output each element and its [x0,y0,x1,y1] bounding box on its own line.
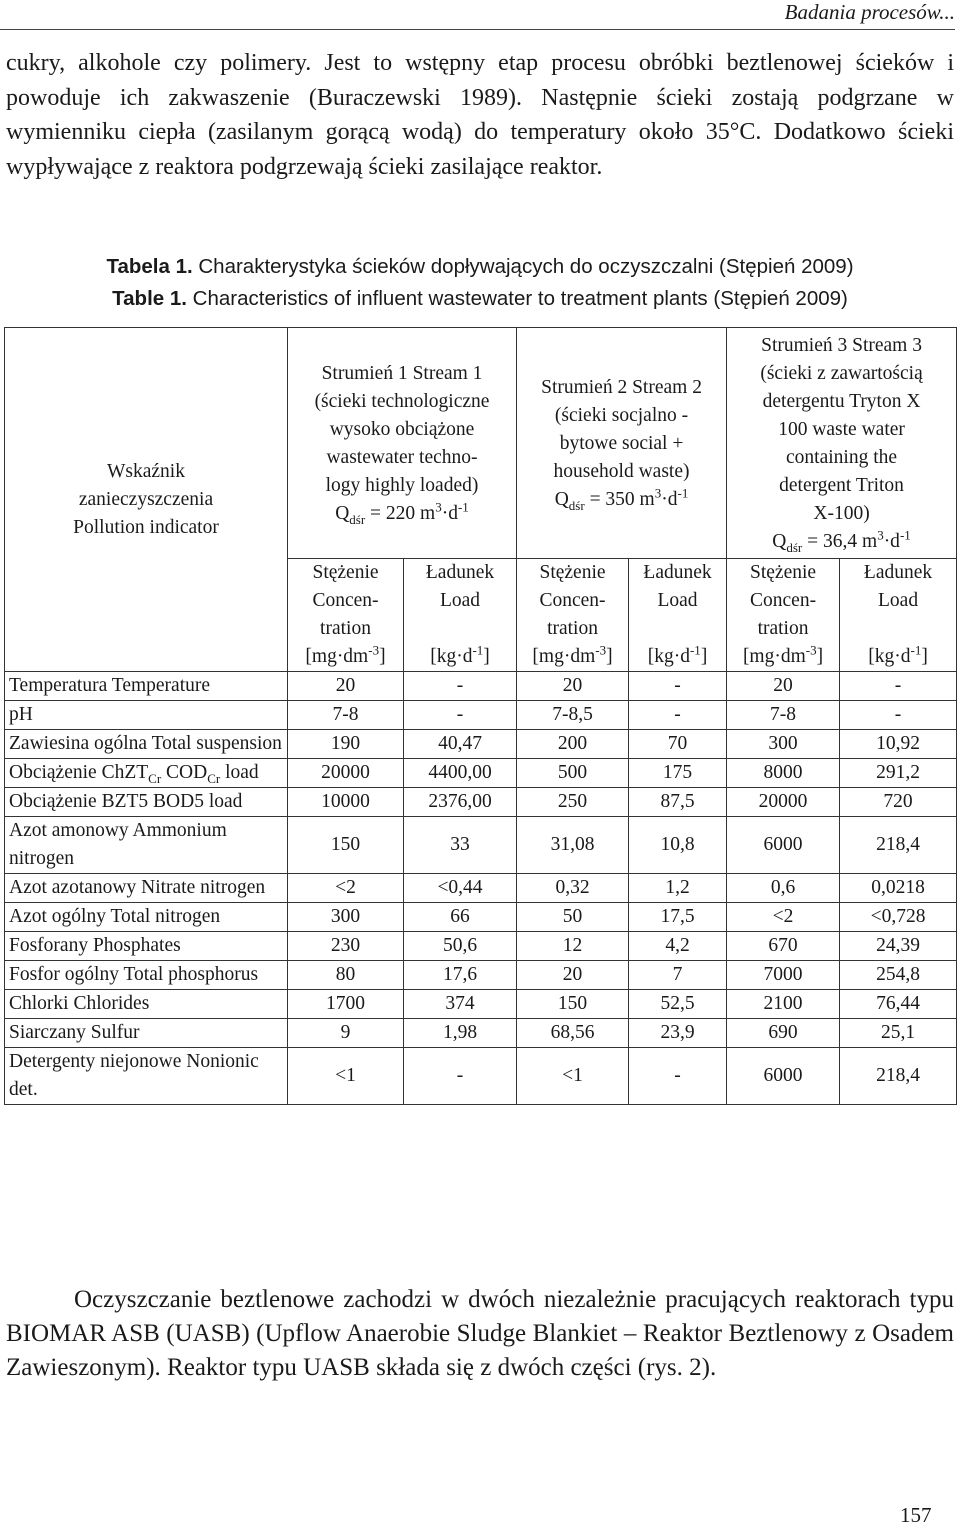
row-indicator-text: Azot azotanowy Nitrate nitrogen [9,877,266,898]
row-indicator [5,990,288,1019]
row-indicator-text: Zawiesina ogólna Total suspension [9,733,282,754]
row-value: 2100 [727,990,840,1019]
table-row [5,961,957,990]
concentration-header-line: Stężenie [312,562,379,583]
concentration-header [727,559,840,672]
flow-unit-sup2: -1 [457,499,469,515]
load-header-line: Ładunek [425,562,495,583]
load-header-line: Ładunek [643,562,712,583]
table-caption-pl [0,255,960,279]
flow-q-sub: dśr [349,511,366,527]
row-value: 17,5 [629,903,727,932]
load-unit-close: ] [483,646,490,667]
row-value: 33 [404,817,517,874]
row-value: 374 [404,990,517,1019]
row-indicator-part: Cr [207,770,221,786]
conc-unit: [mg·dm [742,646,806,667]
load-header [840,559,957,672]
load-unit: [kg·d [430,646,473,667]
concentration-header-line: tration [547,618,598,639]
row-value: <0,728 [840,903,957,932]
concentration-header-line: tration [320,618,371,639]
row-value: 20 [727,672,840,701]
closing-paragraph: Oczyszczanie beztlenowe zachodzi w dwóch niezależnie pracujących reaktorach typu BIOMAR ASB (UASB) (Upflow Anaerobie Sludge Blankiet – Reaktor Beztlenowy z Osadem Zawieszonym). Reaktor typu UASB składa się z dwóch części (rys. 2). [6,1286,954,1381]
row-value: 7-8 [727,701,840,730]
row-value: 12 [517,932,629,961]
row-indicator-text: Detergenty niejonowe Nonionic det. [9,1051,259,1100]
row-indicator-part: Obciążenie ChZT [9,762,149,783]
row-indicator-text: Temperatura Temperature [9,675,211,696]
load-header [629,559,727,672]
table-row [5,903,957,932]
load-unit-close: ] [700,646,708,667]
row-value: 690 [727,1019,840,1048]
concentration-header-line: Stężenie [539,562,606,583]
conc-unit: [mg·dm [532,646,596,667]
row-value: - [629,672,727,701]
row-value: 7 [629,961,727,990]
row-value: - [629,1048,727,1105]
row-value: 52,5 [629,990,727,1019]
row-value: 1,98 [404,1019,517,1048]
table-row [5,759,957,788]
row-indicator-text: pH [9,704,33,725]
conc-unit-close: ] [606,646,613,667]
row-value: - [404,672,517,701]
row-value: 87,5 [629,788,727,817]
header-row-streams [5,328,957,559]
row-value: 150 [517,990,629,1019]
concentration-header [517,559,629,672]
row-value: 300 [727,730,840,759]
flow-unit-tail: ·d [661,489,678,510]
flow-q-sub: dśr [568,497,585,513]
flow-unit-sup2: -1 [677,485,689,501]
stream-header-line: detergent Triton [779,475,904,496]
row-indicator-text: Fosforany Phosphates [9,935,181,956]
concentration-header-line: Concen- [312,590,379,611]
row-value: 7000 [727,961,840,990]
row-value: 66 [404,903,517,932]
load-unit-close: ] [921,646,928,667]
stream-header-line: (ścieki technologiczne [314,391,490,412]
load-header-line: Load [657,590,698,611]
stream-header-line: logy highly loaded) [325,475,479,496]
stream-header-line: Strumień 1 Stream 1 [321,363,483,384]
stream-header-line: (ścieki z zawartością [760,363,923,384]
row-indicator [5,788,288,817]
flow-unit-sup: 3 [654,485,662,501]
load-header-line: Load [439,590,481,611]
table-row [5,1048,957,1105]
row-indicator [5,1019,288,1048]
row-value: 6000 [727,817,840,874]
row-value: 20000 [727,788,840,817]
row-value: 70 [629,730,727,759]
row-indicator-part: COD [161,762,208,783]
row-indicator [5,874,288,903]
row-value: 300 [288,903,404,932]
row-value: 230 [288,932,404,961]
indicator-header-line: Wskaźnik [107,460,185,482]
row-value: 4400,00 [404,759,517,788]
row-indicator-text: Obciążenie BZT5 BOD5 load [9,791,243,812]
page-number: 157 [900,1503,932,1527]
row-value: 50,6 [404,932,517,961]
row-value: 20 [288,672,404,701]
caption-label-en: Table 1. [112,287,187,310]
flow-unit-sup: 3 [877,527,884,543]
flow-unit-tail: ·d [883,531,900,552]
row-value: 31,08 [517,817,629,874]
stream-header-2 [517,328,727,559]
stream-header-line: wysoko obciążone [329,419,475,440]
row-value: 50 [517,903,629,932]
row-value: 291,2 [840,759,957,788]
table-caption-en [0,287,960,311]
stream-header-line: detergentu Tryton X [762,391,921,412]
row-value: 200 [517,730,629,759]
stream-header-line: household waste) [553,461,690,482]
concentration-header [288,559,404,672]
table-row [5,730,957,759]
row-value: 20 [517,961,629,990]
row-indicator-text: Chlorki Chlorides [9,993,150,1014]
row-indicator [5,817,288,874]
flow-q-label: Q [772,531,787,552]
row-value: 218,4 [840,1048,957,1105]
indicator-header-line: Pollution indicator [73,516,219,538]
flow-q-label: Q [335,503,350,524]
row-value: 40,47 [404,730,517,759]
row-value: 190 [288,730,404,759]
conc-unit-sup: -3 [595,642,607,658]
concentration-header-line: Concen- [539,590,606,611]
row-indicator [5,759,288,788]
load-header-line: Ładunek [863,562,933,583]
row-value: 10,92 [840,730,957,759]
table-row [5,1019,957,1048]
table-row [5,788,957,817]
stream-header-1 [288,328,517,559]
concentration-header-line: Concen- [750,590,817,611]
caption-text-en: Characteristics of influent wastewater to treatment plants (Stępień 2009) [186,287,848,310]
load-unit-sup: -1 [910,642,922,658]
load-unit-sup: -1 [689,642,701,658]
row-indicator-text: Azot amonowy Ammonium nitrogen [9,820,227,869]
flow-q-value: = 350 m [584,489,655,510]
concentration-header-line: Stężenie [750,562,817,583]
row-value: 4,2 [629,932,727,961]
stream-header-3 [727,328,957,559]
conc-unit-sup: -3 [368,642,380,658]
row-indicator-part: Cr [148,770,162,786]
table-row [5,932,957,961]
wastewater-table [4,327,957,1105]
row-indicator [5,932,288,961]
row-value: 7-8 [288,701,404,730]
row-value: <1 [517,1048,629,1105]
row-indicator [5,903,288,932]
row-value: <0,44 [404,874,517,903]
row-value: - [404,701,517,730]
flow-q-sub: dśr [786,539,803,555]
row-value: 20000 [288,759,404,788]
row-value: 0,0218 [840,874,957,903]
row-value: 25,1 [840,1019,957,1048]
row-indicator [5,701,288,730]
load-unit: [kg·d [647,646,690,667]
indicator-header [5,328,288,672]
row-value: 720 [840,788,957,817]
flow-unit-sup2: -1 [899,527,911,543]
stream-header-line: X-100) [813,503,870,524]
row-value: 254,8 [840,961,957,990]
caption-text-pl: Charakterystyka ścieków dopływających do oczyszczalni (Stępień 2009) [192,255,854,278]
load-unit-sup: -1 [472,642,484,658]
row-value: 10000 [288,788,404,817]
row-value: 218,4 [840,817,957,874]
row-value: 24,39 [840,932,957,961]
row-value: 23,9 [629,1019,727,1048]
row-value: 1700 [288,990,404,1019]
concentration-header-line: tration [757,618,809,639]
stream-header-line: containing the [786,447,898,468]
conc-unit-close: ] [379,646,386,667]
row-value: 0,32 [517,874,629,903]
row-value: 6000 [727,1048,840,1105]
flow-unit-tail: ·d [441,503,458,524]
row-indicator-text: Siarczany Sulfur [9,1022,140,1043]
load-header-line: Load [878,590,919,611]
row-value: 8000 [727,759,840,788]
row-indicator [5,730,288,759]
row-value: - [840,701,957,730]
stream-header-line: (ścieki socjalno - [554,405,689,426]
table-row [5,817,957,874]
row-value: 7-8,5 [517,701,629,730]
row-indicator-text: Azot ogólny Total nitrogen [9,906,221,927]
conc-unit-close: ] [816,646,824,667]
indicator-header-line: zanieczyszczenia [78,488,214,510]
running-head [0,0,955,30]
row-indicator [5,1048,288,1105]
row-value: 20 [517,672,629,701]
row-value: 2376,00 [404,788,517,817]
conc-unit-sup: -3 [805,642,817,658]
row-value: 10,8 [629,817,727,874]
row-indicator-text: Fosfor ogólny Total phosphorus [9,964,259,985]
flow-q-value: = 220 m [365,503,436,524]
table-row [5,701,957,730]
row-indicator [5,672,288,701]
row-value: 250 [517,788,629,817]
row-value: <2 [727,903,840,932]
stream-header-line: wastewater techno- [326,447,478,468]
conc-unit: [mg·dm [305,646,369,667]
row-indicator [5,961,288,990]
row-value: 76,44 [840,990,957,1019]
row-value: 9 [288,1019,404,1048]
row-value: 500 [517,759,629,788]
stream-header-line: Strumień 2 Stream 2 [541,377,702,398]
stream-header-line: 100 waste water [778,419,905,440]
row-indicator-part: load [220,762,259,783]
flow-q-value: = 36,4 m [802,531,878,552]
intro-paragraph: cukry, alkohole czy polimery. Jest to wstępny etap procesu obróbki beztlenowej ścieków i powoduje ich zakwaszenie (Buraczewski 1989). Następnie ścieki zostają podgrzane w wymienniku ciepła (zasilanym gorącą wodą) do temperatury około 35°C. Dodatkowo ścieki wypływające z reaktora podgrzewają ścieki zasilające reaktor. [6,50,954,180]
row-value: 17,6 [404,961,517,990]
row-value: <2 [288,874,404,903]
running-title: Badania procesów... [784,0,955,24]
stream-header-line: bytowe social + [559,433,684,454]
row-value: - [404,1048,517,1105]
caption-label-pl: Tabela 1. [106,255,193,278]
load-unit: [kg·d [868,646,911,667]
load-header [404,559,517,672]
row-value: - [840,672,957,701]
row-value: 1,2 [629,874,727,903]
table-row [5,672,957,701]
stream-header-line: Strumień 3 Stream 3 [761,335,922,356]
row-value: <1 [288,1048,404,1105]
row-value: 80 [288,961,404,990]
table-row [5,990,957,1019]
row-value: 670 [727,932,840,961]
row-value: - [629,701,727,730]
flow-unit-sup: 3 [435,499,442,515]
row-value: 68,56 [517,1019,629,1048]
flow-q-label: Q [554,489,569,510]
row-value: 0,6 [727,874,840,903]
row-value: 175 [629,759,727,788]
row-value: 150 [288,817,404,874]
table-row [5,874,957,903]
